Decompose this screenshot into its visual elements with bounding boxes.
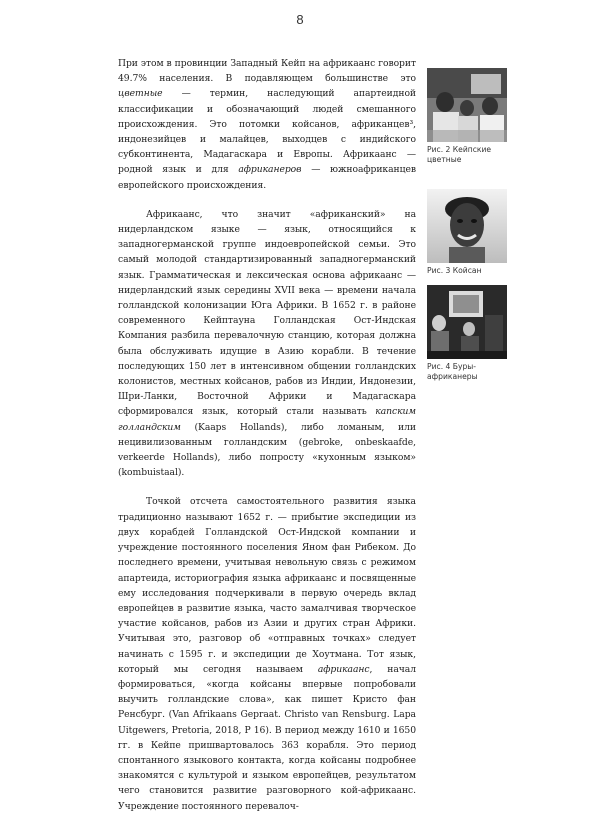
figure-caption: Рис. 2 Кейпские цветные bbox=[427, 145, 492, 164]
text-run: , начал формироваться, «когда койсаны впервые попробовали выучить голландские слова», как пишет Кристо фан Ренсбург. (Van Afrikaans Gepraat. Christo van Rensburg. Lapa Uitgewers, Pretoria, 2018, P 16). В период между 1610 и 1650 гг. в Кейпе пришвартовалось 363 корабля. Это период спонтанного языкового контакта, когда койсаны подробнее знакомятся с культурой и языком европейцев, результатом чего становится развитие разговорного кой-африкаанс. Учреждение постоянного перевалоч- bbox=[118, 663, 416, 812]
photo-boer-afrikaners bbox=[427, 285, 507, 359]
text-run: , индонезийцев и малайцев, выходцев с индийского субконтинента, Мадагаскара и Европы. Африкаанс — родной язык и для bbox=[118, 118, 416, 176]
italic-term: африканеров bbox=[238, 164, 302, 176]
text-run: Точкой отсчета самостоятельного развития языка традиционно называют 1652 г. — прибытие экспедиции из двух корабдей Голландской Ост-Индской компании и учреждение постоянного поселения Яном фан Рибеком. До последнего времени, учитывая невольную связь с режимом апартеида, историография языка африкаанс и посвященные ему исследования подчеркивали в первую очередь вклад европейцев в развитие языка, часто замалчивая творческое участие койсанов, рабов из Азии и других стран Африки. Учитывая это, разговор об «отправных точках» следует начинать с 1595 г. и экспедиции де Хоутмана. Тот язык, который мы сегодня называем bbox=[118, 496, 416, 675]
body-paragraph bbox=[118, 494, 416, 813]
text-run: При этом в провинции Западный Кейп на африкаанс говорит 49.7% населения. В подавляющем большинстве это bbox=[118, 58, 416, 85]
text-run: — южноафриканцев европейского происхождения. bbox=[118, 164, 416, 191]
figure-caption: Рис. 4 Буры-африканеры bbox=[427, 362, 478, 381]
figure-boer-afrikaners bbox=[427, 285, 507, 382]
photo-cape-coloured bbox=[427, 68, 507, 142]
main-text-column bbox=[118, 56, 416, 828]
italic-term: капским голландским bbox=[118, 406, 416, 433]
figure-cape-coloured bbox=[427, 68, 507, 165]
text-run: ³ bbox=[409, 118, 414, 130]
italic-term: африкаанс bbox=[317, 663, 370, 675]
figure-khoisan bbox=[427, 189, 507, 276]
page-number: 8 bbox=[296, 12, 304, 27]
text-run: Африкаанс, что значит «африканский» на нидерландском языке — язык, относящийся к западногерманской группе индоевропейской семьи. Это самый молодой стандартизированный западногерманский язык. Грамматическая и лексическая основа африкаанс — нидерландский язык середины XVII века — времени начала голландской колонизации Юга Африки. В 1652 г. в районе современного Кейптауна Голландская Ост-Индская Компания разбила перевалочную станцию, которая должна была обслуживать идущие в Азию корабли. В течение последующих 150 лет в интенсивном общении голландских колонистов, местных койсанов, рабов из Индии, Индонезии, Шри-Ланки, Восточной Африки и Мадагаскара сформировался язык, который стали называть bbox=[118, 208, 416, 418]
figure-caption: Рис. 3 Койсан bbox=[427, 266, 482, 275]
photo-khoisan bbox=[427, 189, 507, 263]
body-paragraph bbox=[118, 56, 416, 193]
text-run: — термин, наследующий апартеидной классификации и обозначающий людей смешанного происхождения. Это потомки койсанов, африканцев bbox=[118, 88, 416, 130]
body-paragraph bbox=[118, 207, 416, 481]
text-run: (Kaaps Hollands), либо ломаным, или нецивилизованным голландским (gebroke, onbeskaafde, verkeerde Hollands), либо попросту «кухонным языком» (kombuistaal). bbox=[118, 421, 416, 479]
italic-term: цветные bbox=[118, 88, 163, 100]
